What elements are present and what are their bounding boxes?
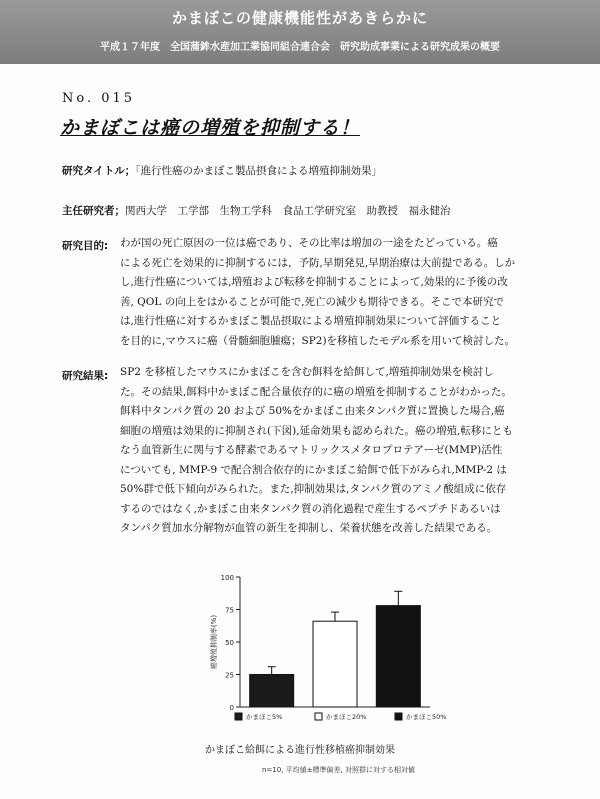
paragraph-line: 細胞の増殖は効果的に抑制され(下図),延命効果も認められた。癌の増殖,転移にとも [120,424,513,437]
legend-entry: かまぼこ50% [406,713,447,721]
bar-2 [313,621,357,707]
paragraph-line: は,進行性癌に対するかまぼこ製品摂取による増殖抑制効果について評価すること [120,315,502,327]
y-tick-label: 0 [229,704,234,712]
paragraph-line: するのではなく,かまぼこ由来タンパク質の消化過程で産生するペプチドあるいは [120,502,501,515]
research-title-value: 「進行性癌のかまぼこ製品摂食による増殖抑制効果」 [135,165,383,177]
legend-swatch [315,713,322,720]
paragraph-line: 善, QOL の向上をはかることが可能で,死亡の減少も期待できる。そこで本研究で [120,295,505,308]
y-tick-label: 100 [220,574,234,582]
y-tick-label: 50 [225,639,234,647]
header-banner [0,0,600,64]
paragraph-line: なう血管新生に関与する酵素であるマトリックスメタロプロテアーゼ(MMP)活性 [120,444,503,456]
page-title: かまぼこは癌の増殖を抑制する！ [60,117,361,139]
research-title-row [62,163,382,178]
paragraph-line: タンパク質加水分解物が血管の新生を抑制し、栄養状態を改善した結果である。 [120,522,498,534]
legend-swatch [395,713,402,720]
researcher-value: 関西大学 工学部 生物工学科 食品工学研究室 助教授 福永健治 [125,205,451,217]
document-number: No. 015 [62,91,136,106]
paragraph-line: し,進行性癌については,増殖および転移を抑制することによって,効果的に予後の改 [120,276,508,288]
chart-note: n=10, 平均値±標準偏差, 対照群に対する相対値 [262,766,415,774]
results-paragraph [120,363,513,539]
inhibition-bar-chart [180,565,470,735]
purpose-paragraph [120,234,515,351]
legend-swatch [235,713,242,720]
bar-3 [376,606,420,707]
paragraph-line: わが国の死亡原因の一位は癌であり、その比率は増加の一途をたどっている。癌 [120,237,498,249]
paragraph-line: を目的に,マウスに癌（骨髄細胞腫瘍；SP2)を移植したモデル系を用いて検討した。 [120,334,516,347]
paragraph-line: SP2 を移植したマウスにかまぼこを含む餌料を給餌して,増殖抑制効果を検討し [120,366,494,378]
researcher-row [62,203,451,218]
y-tick-label: 75 [225,606,234,615]
legend-entry: かまぼこ5% [246,713,283,721]
y-tick-label: 25 [225,671,234,680]
paragraph-line: た。その結果,餌料中かまぼこ配合量依存的に癌の増殖を抑制することがわかった。 [120,385,512,398]
y-axis-label: 癌増殖抑制率(%) [210,614,218,670]
bar-1 [250,675,294,708]
researcher-label: 主任研究者； [62,205,125,217]
paragraph-line: 50%群で低下傾向がみられた。また,抑制効果は,タンパク質のアミノ酸組成に依存 [120,483,507,495]
banner-title: かまぼこの健康機能性があきらかに [171,9,428,27]
chart-caption: かまぼこ給餌による進行性移植癌抑制効果 [205,745,395,756]
paragraph-line: についても, MMP-9 で配合割合依存的にかまぼこ給餌で低下がみられ,MMP-2 は [120,463,507,476]
paragraph-line: による死亡を効果的に抑制するには，予防,早期発見,早期治療は大前提である。しか [120,256,516,269]
paragraph-line: 餌料中タンパク質の 20 および 50%をかまぼこ由来タンパク質に置換した場合,癌 [120,405,505,417]
banner-subtitle: 平成１７年度 全国蒲鉾水産加工業協同組合連合会 研究助成事業による研究成果の概要 [100,42,500,53]
results-label: 研究結果: [62,370,109,382]
purpose-label: 研究目的: [62,240,109,252]
research-title-label: 研究タイトル； [62,165,136,177]
legend-entry: かまぼこ20% [326,713,367,721]
